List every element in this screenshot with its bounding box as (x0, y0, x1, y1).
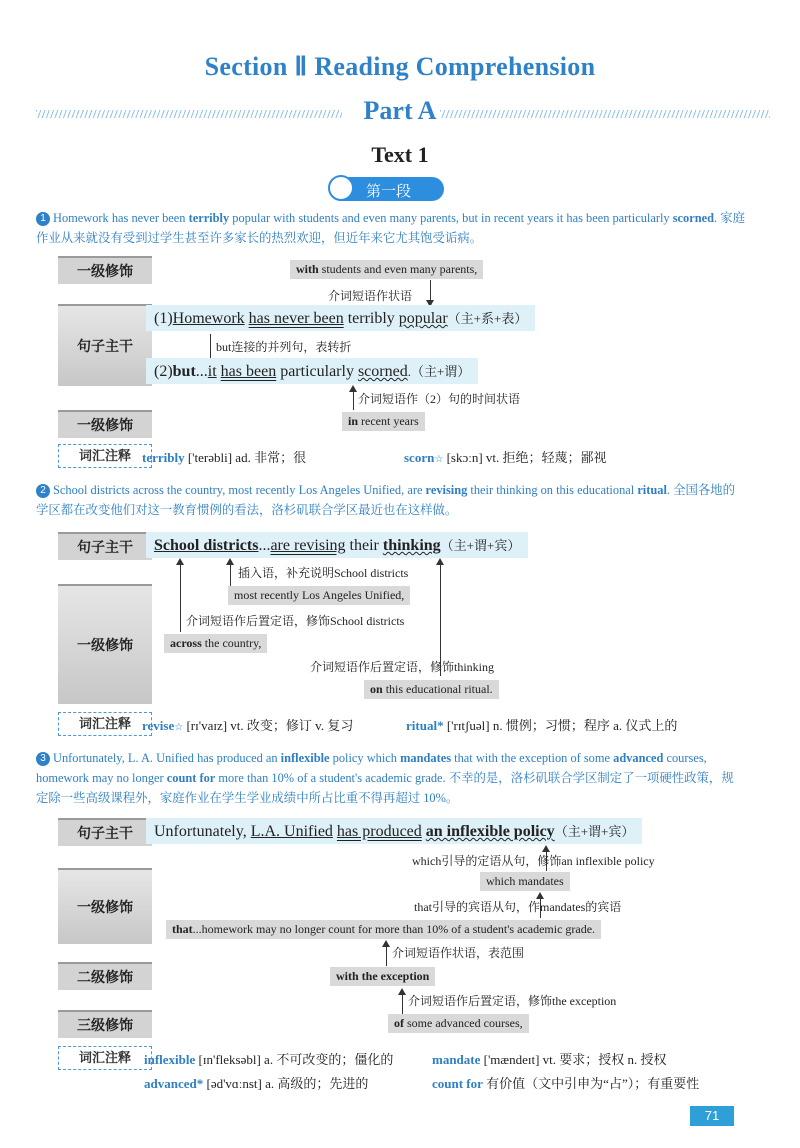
modifier-with-phrase: with the exception (330, 967, 435, 986)
vocab-entry: revise☆ [rɪ'vaɪz] vt. 改变；修订 v. 复习 (142, 718, 354, 733)
sentence-1-paragraph: 1 Homework has never been terribly popular with students and even many parents, but in recent years it has been particularly scorned. 家庭作业从来就没有受到过学生甚至许多家长的热烈欢迎，但近年来它尤其饱受诟病。 (36, 211, 745, 245)
sentence-2-paragraph: 2 School districts across the country, most recently Los Angeles Unified, are revising their thinking on this educational ritual. 全国各地的学区都在改变他们对这一教育惯例的看法，洛杉矶联合学区最近也在这样做。 (36, 483, 736, 517)
connector-line (353, 390, 354, 410)
modifier-across-phrase: across the country, (164, 634, 267, 653)
sentence-number-badge: 1 (36, 212, 50, 226)
vocab-entry: scorn☆ [skɔːn] vt. 拒绝；轻蔑；鄙视 (404, 450, 607, 465)
annotation-note: 介词短语作后置定语，修饰School districts (186, 614, 405, 628)
part-title: Part A (363, 96, 437, 125)
modifier-in-phrase: in recent years (342, 412, 425, 431)
label-first-modifier: 一级修饰 (58, 868, 152, 944)
connector-line (386, 946, 387, 966)
sentence-trunk-clause-1: (1)Homework has never been terribly popular（主+系+表） (146, 305, 535, 331)
label-third-modifier: 三级修饰 (58, 1010, 152, 1038)
annotation-note: 介词短语作后置定语，修饰the exception (408, 994, 617, 1008)
vocab-entry: ritual* ['rɪtʃuəl] n. 惯例；习惯；程序 a. 仪式上的 (406, 718, 678, 733)
vocab-entry: count for 有价值（文中引申为“占”）；有重要性 (432, 1076, 700, 1091)
label-first-modifier: 一级修饰 (58, 410, 152, 438)
annotation-note: 介词短语作状语 (328, 289, 413, 303)
annotation-note: 介词短语作后置定语，修饰thinking (310, 660, 495, 674)
sentence-trunk-clause-2: (2)but...it has been particularly scorned.（主+谓） (146, 358, 478, 384)
vocab-entry: inflexible [ɪn'fleksəbl] a. 不可改变的；僵化的 (144, 1052, 394, 1067)
label-sentence-trunk: 句子主干 (58, 818, 152, 846)
annotation-note: 介词短语作状语，表范围 (392, 946, 525, 960)
connector-line (210, 334, 211, 360)
sentence-number-badge: 3 (36, 752, 50, 766)
page-number: 71 (690, 1106, 734, 1126)
connector-line (180, 564, 181, 632)
paragraph-pill: 第一段 (330, 177, 444, 201)
vocab-label: 词汇注释 (58, 1046, 152, 1070)
modifier-of-phrase: of some advanced courses, (388, 1014, 529, 1033)
annotation-note: which引导的定语从句，修饰an inflexible policy (412, 854, 655, 868)
label-first-modifier: 一级修饰 (58, 584, 152, 704)
label-second-modifier: 二级修饰 (58, 962, 152, 990)
annotation-note: 介词短语作（2）句的时间状语 (358, 392, 521, 406)
annotation-note: 插入语，补充说明School districts (238, 566, 409, 580)
vocab-entry: advanced* [əd'vɑːnst] a. 高级的；先进的 (144, 1076, 369, 1091)
sentence-3-paragraph: 3 Unfortunately, L. A. Unified has produced an inflexible policy which mandates that with the exception of some advanced courses, homework may no longer count for more than 10% of a student's academic grade. 不幸的是，洛杉矶联合学区制定了一项硬性政策，规定除一些高级课程外，家庭作业在学生学业成绩中所占比重不得再超过 10%。 (36, 751, 734, 805)
annotation-note: that引导的宾语从句，作mandates的宾语 (414, 900, 622, 914)
label-first-modifier: 一级修饰 (58, 256, 152, 284)
modifier-that-clause: that...homework may no longer count for more than 10% of a student's academic grade. (166, 920, 601, 939)
vocab-label: 词汇注释 (58, 444, 152, 468)
sentence-trunk: School districts...are revising their thinking（主+谓+宾） (146, 532, 528, 558)
sentence-number-badge: 2 (36, 484, 50, 498)
label-sentence-trunk: 句子主干 (58, 304, 152, 386)
modifier-which-clause: which mandates (480, 872, 570, 891)
label-sentence-trunk: 句子主干 (58, 532, 152, 560)
modifier-on-phrase: on this educational ritual. (364, 680, 499, 699)
search-icon (328, 175, 354, 201)
sentence-trunk: Unfortunately, L.A. Unified has produced an inflexible policy（主+谓+宾） (146, 818, 642, 844)
connector-line (230, 564, 231, 586)
modifier-most-recently: most recently Los Angeles Unified, (228, 586, 410, 605)
section-title: Section Ⅱ Reading Comprehension (204, 52, 596, 81)
modifier-with-phrase: with students and even many parents, (290, 260, 483, 279)
annotation-note: but连接的并列句，表转折 (216, 340, 352, 354)
text-title: Text 1 (371, 142, 429, 167)
vocab-entry: mandate ['mændeɪt] vt. 要求；授权 n. 授权 (432, 1052, 667, 1067)
vocab-label: 词汇注释 (58, 712, 152, 736)
vocab-entry: terribly ['terəbli] ad. 非常；很 (142, 450, 307, 465)
connector-line (430, 280, 431, 302)
connector-line (402, 994, 403, 1014)
